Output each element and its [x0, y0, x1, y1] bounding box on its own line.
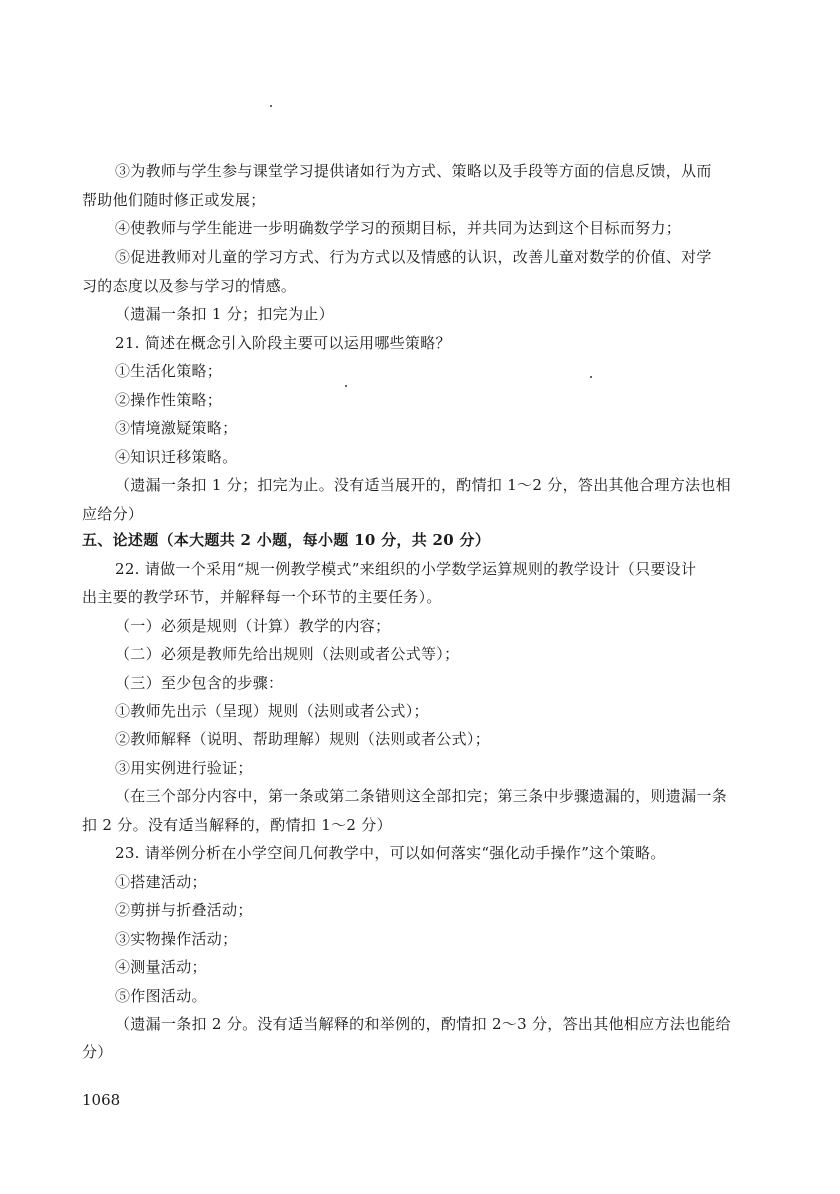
- list-item: （三）至少包含的步骤：: [115, 674, 284, 692]
- scoring-note-continued: 分）: [82, 1043, 113, 1061]
- scan-speck: [590, 376, 592, 378]
- question-21: 21. 简述在概念引入阶段主要可以运用哪些策略？: [115, 334, 451, 352]
- scan-speck: [270, 105, 272, 107]
- list-item: ③用实例进行验证；: [115, 759, 253, 777]
- list-item: ③情境激疑策略；: [115, 419, 238, 437]
- question-22: 22. 请做一个采用“规一例教学模式”来组织的小学数学运算规则的教学设计（只要设计: [115, 560, 697, 578]
- list-item: ①教师先出示（呈现）规则（法则或者公式）；: [115, 702, 429, 720]
- list-item: （一）必须是规则（计算）教学的内容；: [115, 617, 391, 635]
- list-item: ②教师解释（说明、帮助理解）规则（法则或者公式）；: [115, 730, 491, 748]
- list-item: ①生活化策略；: [115, 362, 223, 380]
- list-item: ②操作性策略；: [115, 391, 223, 409]
- scoring-note: （在三个部分内容中，第一条或第二条错则这全部扣完；第三条中步骤遗漏的，则遗漏一条: [115, 787, 728, 805]
- scoring-note: （遗漏一条扣 1 分；扣完为止）: [115, 305, 334, 323]
- scoring-note: （遗漏一条扣 1 分；扣完为止。没有适当展开的，酌情扣 1～2 分，答出其他合理方法也相: [115, 476, 731, 494]
- list-item: ③实物操作活动；: [115, 930, 238, 948]
- section-heading: 五、论述题（本大题共 2 小题，每小题 10 分，共 20 分）: [82, 531, 491, 549]
- scoring-note-continued: 应给分）: [82, 505, 144, 523]
- scoring-note-continued: 扣 2 分。没有适当解释的，酌情扣 1～2 分）: [82, 816, 392, 834]
- scoring-note: （遗漏一条扣 2 分。没有适当解释的和举例的，酌情扣 2～3 分，答出其他相应方法也能给: [115, 1015, 731, 1033]
- list-item: ①搭建活动；: [115, 873, 207, 891]
- text-line: 帮助他们随时修正或发展；: [82, 191, 266, 209]
- scan-speck: [345, 385, 347, 387]
- question-22-continued: 出主要的教学环节，并解释每一个环节的主要任务）。: [82, 588, 442, 606]
- list-item: （二）必须是教师先给出规则（法则或者公式等）；: [115, 645, 460, 663]
- list-item: ⑤作图活动。: [115, 987, 207, 1005]
- text-line: ④使教师与学生能进一步明确数学学习的预期目标，并共同为达到这个目标而努力；: [115, 219, 682, 237]
- text-line: ⑤促进教师对儿童的学习方式、行为方式以及情感的认识，改善儿童对数学的价值、对学: [115, 248, 712, 266]
- list-item: ④知识迁移策略。: [115, 448, 238, 466]
- list-item: ④测量活动；: [115, 958, 207, 976]
- text-line: 习的态度以及参与学习的情感。: [82, 277, 297, 295]
- text-line: ③为教师与学生参与课堂学习提供诸如行为方式、策略以及手段等方面的信息反馈，从而: [115, 162, 712, 180]
- list-item: ②剪拼与折叠活动；: [115, 901, 253, 919]
- question-23: 23. 请举例分析在小学空间几何教学中，可以如何落实“强化动手操作”这个策略。: [115, 844, 666, 862]
- page-number: 1068: [82, 1091, 121, 1109]
